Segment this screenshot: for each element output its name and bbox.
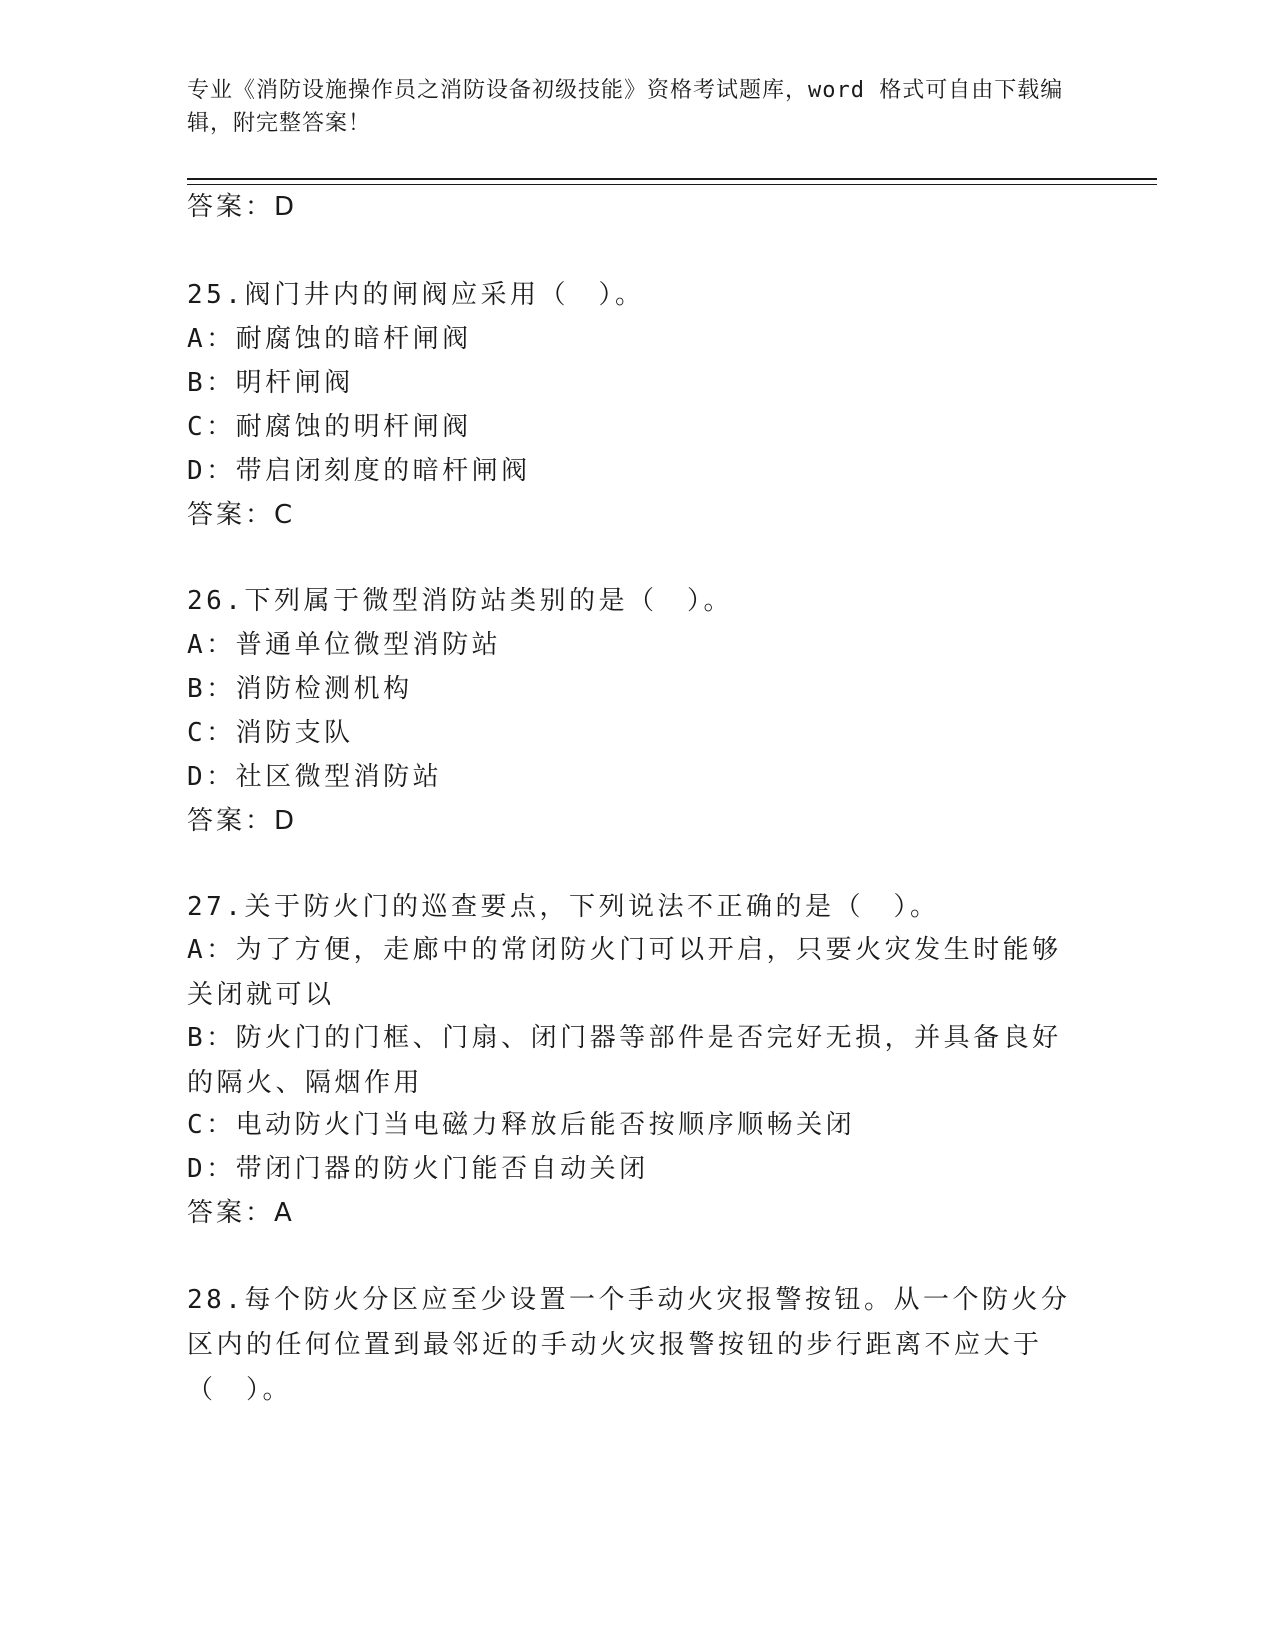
question-26-option-d: D：社区微型消防站	[187, 762, 443, 792]
question-25-option-c: C：耐腐蚀的明杆闸阀	[187, 412, 472, 442]
question-26-option-a: A：普通单位微型消防站	[187, 630, 502, 660]
question-25-option-a: A：耐腐蚀的暗杆闸阀	[187, 324, 472, 354]
question-26-answer: 答案：D	[187, 806, 298, 836]
previous-answer: 答案：D	[187, 192, 298, 222]
question-25-answer: 答案：C	[187, 500, 296, 530]
question-26-option-c: C：消防支队	[187, 718, 354, 748]
question-28-stem: 28.每个防火分区应至少设置一个手动火灾报警按钮。从一个防火分区内的任何位置到最邻近的手动火灾报警按钮的步行距离不应大于（ ）。	[187, 1285, 1071, 1405]
question-27-option-c: C：电动防火门当电磁力释放后能否按顺序顺畅关闭	[187, 1110, 856, 1140]
question-27-option-a: A：为了方便，走廊中的常闭防火门可以开启，只要火灾发生时能够关闭就可以	[187, 935, 1062, 1010]
question-27-answer: 答案：A	[187, 1198, 295, 1228]
header-divider	[187, 178, 1157, 180]
question-26-option-b: B：消防检测机构	[187, 674, 413, 704]
header-divider-thin	[187, 184, 1157, 185]
question-25-option-d: D：带启闭刻度的暗杆闸阀	[187, 456, 531, 486]
document-header: 专业《消防设施操作员之消防设备初级技能》资格考试题库，word 格式可自由下载编辑，附完整答案！	[187, 78, 1064, 136]
question-27-stem: 27.关于防火门的巡查要点，下列说法不正确的是（ ）。	[187, 892, 940, 922]
question-25-option-b: B：明杆闸阀	[187, 368, 354, 398]
question-27-option-b: B：防火门的门框、门扇、闭门器等部件是否完好无损，并具备良好的隔火、隔烟作用	[187, 1023, 1062, 1098]
question-26-stem: 26.下列属于微型消防站类别的是（ ）。	[187, 586, 733, 616]
question-25-stem: 25.阀门井内的闸阀应采用（ ）。	[187, 280, 645, 310]
question-27-option-d: D：带闭门器的防火门能否自动关闭	[187, 1154, 649, 1184]
